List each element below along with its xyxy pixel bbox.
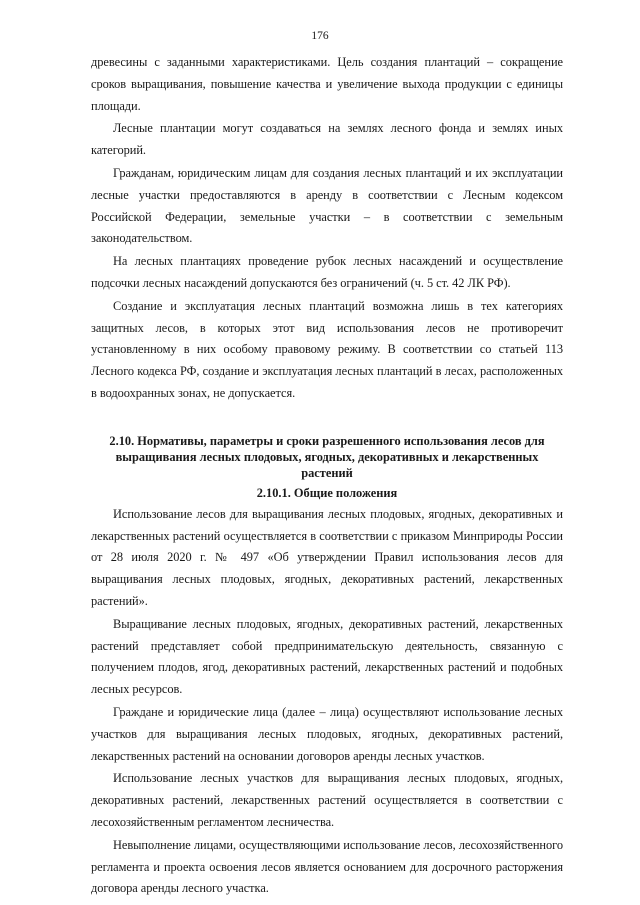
- paragraph-ministry-order: Использование лесов для выращивания лесных плодовых, ягодных, декоративных и лекарственных растений осуществляется в соответствии с приказом Минприроды России от 28 июля 2020 г. № 497 «Об утверждении Правил использования лесов для выращивания лесных плодовых, ягодных, декоративных растений, лекарственных растений».: [91, 506, 563, 608]
- paragraph-lease-agreements: Граждане и юридические лица (далее – лица) осуществляют использование лесных участков для выращивания лесных плодовых, ягодных, декоративных растений, лекарственных растений на основании договоров аренды лесных участков.: [91, 704, 563, 763]
- paragraph-continuation: древесины с заданными характеристиками. Цель создания плантаций – сокращение сроков выращивания, повышение качества и увеличение выхода продукции с единицы площади.: [91, 55, 563, 113]
- subsection-heading: 2.10.1. Общие положения: [256, 485, 398, 500]
- paragraph-felling-rules: На лесных плантациях проведение рубок лесных насаждений и осуществление подсочки лесных насаждений допускаются без ограничений (ч. 5 ст. 42 ЛК РФ).: [91, 254, 563, 290]
- page-number: 176: [311, 30, 329, 42]
- body-text: [91, 52, 563, 900]
- paragraph-lease-rights: Гражданам, юридическим лицам для создания лесных плантаций и их эксплуатации лесные участки предоставляются в аренду в соответствии с Лесным кодексом Российской Федерации, земельные участки – в соответствии с земельным законодательством.: [91, 165, 563, 246]
- paragraph-termination: Невыполнение лицами, осуществляющими использование лесов, лесохозяйственного регламента и проекта освоения лесов является основанием для досрочного расторжения договора аренды лесного участка.: [91, 837, 563, 896]
- paragraph-forest-regulations: Использование лесных участков для выращивания лесных плодовых, ягодных, декоративных растений, лекарственных растений осуществляется в соответствии с лесохозяйственным регламентом лесничества.: [91, 771, 563, 829]
- section-heading: 2.10. Нормативы, параметры и сроки разрешенного использования лесов для выращивания лесных плодовых, ягодных, декоративных и лекарственных растений: [109, 433, 545, 480]
- paragraph-business-activity: Выращивание лесных плодовых, ягодных, декоративных растений, лекарственных растений представляет собой предпринимательскую деятельность, связанную с получением плодов, ягод, декоративных растений, лекарственных растений и подобных лесных ресурсов.: [91, 616, 563, 697]
- paragraph-plantation-lands: Лесные плантации могут создаваться на землях лесного фонда и землях иных категорий.: [91, 121, 563, 158]
- paragraph-protective-forests: Создание и эксплуатация лесных плантаций возможна лишь в тех категориях защитных лесов, в которых этот вид использования лесов не противоречит установленному в них особому правовому режиму. В соответствии со статьей 113 Лесного кодекса РФ, создание и эксплуатация лесных плантаций в лесах, расположенных в водоохранных зонах, не допускается.: [91, 298, 563, 400]
